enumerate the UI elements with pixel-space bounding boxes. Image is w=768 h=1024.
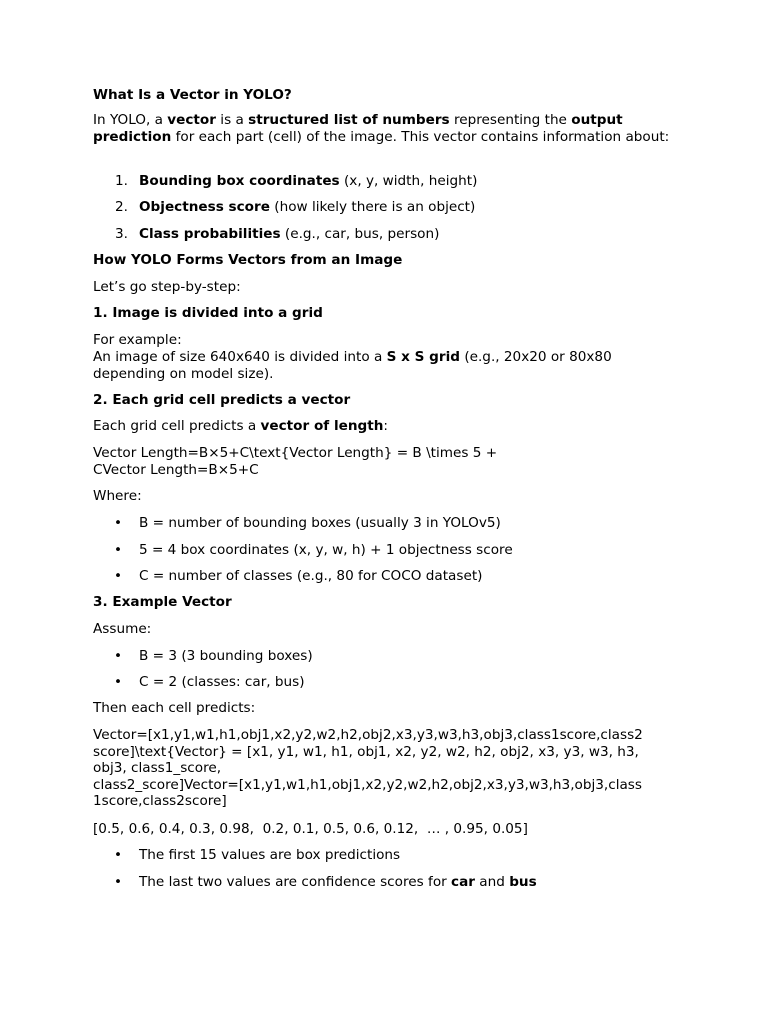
step-intro: Let’s go step-by-step: xyxy=(93,279,241,295)
vector-length-formula: Vector Length=B×5+C\text{Vector Length} = B \times 5 + CVector Length=B×5+C xyxy=(93,445,498,478)
list-item: 5 = 4 box coordinates (x, y, w, h) + 1 objectness score xyxy=(139,542,513,558)
bullet-icon: • xyxy=(114,515,123,531)
bullet-icon: • xyxy=(114,674,123,690)
step2-paragraph: Each grid cell predicts a vector of length: xyxy=(93,418,389,434)
list-item: The first 15 values are box predictions xyxy=(139,847,401,863)
step1-line1: For example: xyxy=(93,332,182,348)
intro-paragraph: In YOLO, a vector is a structured list of numbers representing the output prediction for each part (cell) of the image. This vector contains information about: xyxy=(93,112,670,145)
heading-what-is-vector: What Is a Vector in YOLO? xyxy=(93,87,292,103)
heading-step1: 1. Image is divided into a grid xyxy=(93,305,323,321)
step1-paragraph: An image of size 640x640 is divided into a S x S grid (e.g., 20x20 or 80x80 depending on model size). xyxy=(93,349,612,382)
bullet-icon: • xyxy=(114,648,123,664)
list-item: B = 3 (3 bounding boxes) xyxy=(139,648,313,664)
where-label: Where: xyxy=(93,488,142,504)
heading-how-yolo-forms: How YOLO Forms Vectors from an Image xyxy=(93,252,403,268)
list-number: 1. xyxy=(115,173,128,189)
heading-step3: 3. Example Vector xyxy=(93,594,232,610)
list-item: Objectness score (how likely there is an object) xyxy=(139,199,476,215)
bullet-icon: • xyxy=(114,847,123,863)
list-item: Bounding box coordinates (x, y, width, height) xyxy=(139,173,478,189)
example-values: [0.5, 0.6, 0.4, 0.3, 0.98, 0.2, 0.1, 0.5, 0.6, 0.12, … , 0.95, 0.05] xyxy=(93,821,528,837)
assume-label: Assume: xyxy=(93,621,152,637)
heading-step2: 2. Each grid cell predicts a vector xyxy=(93,392,351,408)
list-number: 3. xyxy=(115,226,128,242)
list-item: The last two values are confidence scores for car and bus xyxy=(139,874,537,890)
list-number: 2. xyxy=(115,199,128,215)
list-item: Class probabilities (e.g., car, bus, person) xyxy=(139,226,440,242)
bullet-icon: • xyxy=(114,568,123,584)
then-label: Then each cell predicts: xyxy=(93,700,256,716)
list-item: B = number of bounding boxes (usually 3 in YOLOv5) xyxy=(139,515,501,531)
list-item: C = 2 (classes: car, bus) xyxy=(139,674,305,690)
list-item: C = number of classes (e.g., 80 for COCO dataset) xyxy=(139,568,483,584)
bullet-icon: • xyxy=(114,542,123,558)
bullet-icon: • xyxy=(114,874,123,890)
vector-definition: Vector=[x1,y1,w1,h1,obj1,x2,y2,w2,h2,obj2,x3,y3,w3,h3,obj3,class1score,class2 score]\text{Vector} = [x1, y1, w1, h1, obj1, x2, y2, w2, h2, obj2, x3, y3, w3, h3, obj3, class1_score, class2_score]Vector=[x1,y1,w1,h1,obj1,x2,y2,w2,h2,obj2,x3,y3,w3,h3,obj3,class 1score,class2score] xyxy=(93,727,643,810)
